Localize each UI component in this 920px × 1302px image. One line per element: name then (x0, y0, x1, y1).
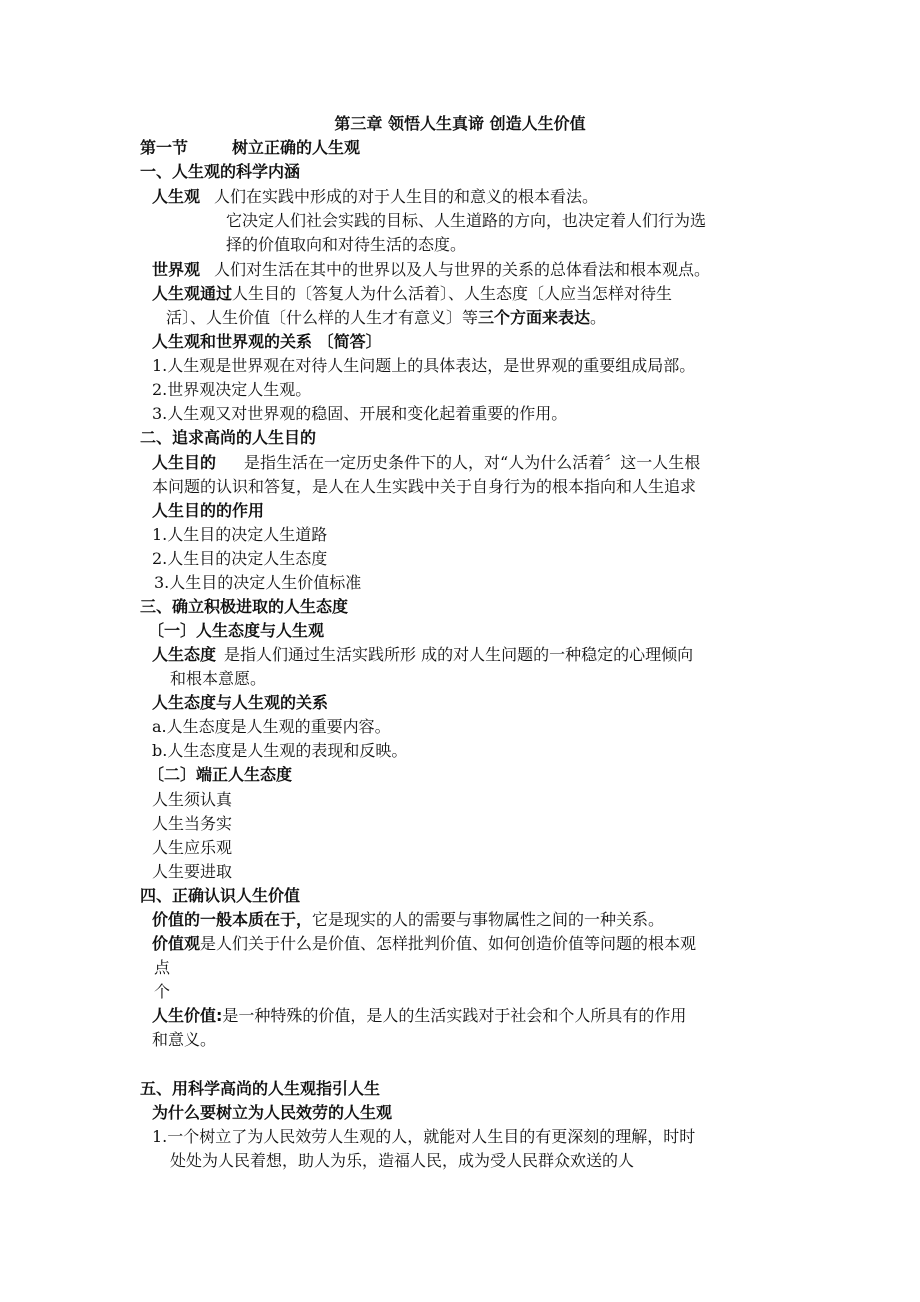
value-view (152, 932, 696, 956)
value-view-cont: 点 (154, 958, 171, 977)
purpose-def2: 本问题的认识和答复，是人在人生实践中关于自身行为的根本指向和人生追求 (152, 477, 697, 496)
expr-line2 (166, 306, 606, 330)
part4-heading: 四、正确认识人生价值 (140, 886, 301, 905)
life-value-cont: 和意义。 (152, 1030, 217, 1049)
why-heading: 为什么要树立为人民效劳的人生观 (152, 1103, 393, 1122)
life-value (152, 1004, 686, 1028)
attitude-def2: 和根本意愿。 (170, 669, 267, 688)
stray-char: 个 (154, 982, 171, 1001)
sjg-term: 世界观 (152, 260, 201, 279)
purpose-role-2: 2.人生目的决定人生态度 (152, 549, 328, 568)
attitude-rel-b: b.人生态度是人生观的表现和反映。 (152, 741, 408, 760)
attitude-item-2: 人生当务实 (152, 814, 233, 833)
attitude-rel-a: a.人生态度是人生观的重要内容。 (152, 717, 391, 736)
why-item1-line1: 1.一个树立了为人民效劳人生观的人，就能对人生目的有更深刻的理解，时时 (152, 1127, 696, 1146)
sjg-def: 人们对生活在其中的世界以及人与世界的关系的总体看法和根本观点。 (214, 260, 711, 279)
part2-heading: 二、追求高尚的人生目的 (140, 428, 317, 447)
rel-item-2: 2.世界观决定人生观。 (152, 380, 312, 399)
section-title: 树立正确的人生观 (232, 138, 361, 157)
purpose-def1: 是指生活在一定历史条件下的人，对“人为什么活着〞这一人生根 (244, 453, 701, 472)
part3-sub2: 〔二〕端正人生态度 (148, 765, 293, 784)
attitude-item-4: 人生要进取 (152, 862, 233, 881)
purpose-line1 (152, 451, 700, 475)
attitude-term: 人生态度 (152, 645, 217, 664)
part5-heading: 五、用科学高尚的人生观指引人生 (140, 1079, 381, 1098)
life-value-rest: 是一种特殊的价值，是人的生活实践对于社会和个人所具有的作用 (222, 1006, 687, 1025)
expr-bold1: 人生观通过 (152, 284, 233, 303)
rel-item-3: 3.人生观又对世界观的稳固、开展和变化起着重要的作用。 (152, 404, 568, 423)
purpose-term: 人生目的 (152, 453, 217, 472)
attitude-item-3: 人生应乐观 (152, 838, 233, 857)
expr-line1 (152, 282, 672, 306)
expr-plain2: 活〕、人生价值〔什么样的人生才有意义〕等 (166, 308, 479, 327)
purpose-role-3: 3.人生目的决定人生价值标准 (154, 573, 362, 592)
chapter-title: 第三章 领悟人生真谛 创造人生价值 (334, 114, 586, 133)
part3-sub1: 〔一〕人生态度与人生观 (148, 621, 325, 640)
rsg-term: 人生观 (152, 187, 201, 206)
expr-end: 。 (590, 308, 607, 327)
attitude-rel-heading: 人生态度与人生观的关系 (152, 693, 329, 712)
purpose-role-1: 1.人生目的决定人生道路 (152, 525, 328, 544)
expr-rest1: 人生目的〔答复人为什么活着〕、人生态度〔人应当怎样对待生 (232, 284, 673, 303)
value-view-rest: 是人们关于什么是价值、怎样批判价值、如何创造价值等问题的根本观 (200, 934, 697, 953)
part3-heading: 三、确立积极进取的人生态度 (140, 597, 349, 616)
attitude-line1 (152, 643, 693, 667)
rsg-def1: 人们在实践中形成的对于人生目的和意义的根本看法。 (214, 187, 599, 206)
value-essence-rest: 它是现实的人的需要与事物属性之间的一种关系。 (312, 910, 665, 929)
value-essence-bold: 价值的一般本质在于， (152, 910, 313, 929)
attitude-def1: 是指人们通过生活实践所形 成的对人生问题的一种稳定的心理倾向 (224, 645, 694, 664)
rsg-line1 (152, 185, 598, 209)
rsg-def3: 择的价值取向和对待生活的态度。 (226, 235, 467, 254)
rsg-def2: 它决定人们社会实践的目标、人生道路的方向，也决定着人们行为选 (226, 211, 707, 230)
section-number: 第一节 (140, 138, 189, 157)
why-item1-line2: 处处为人民着想，助人为乐，造福人民，成为受人民群众欢送的人 (170, 1151, 635, 1170)
value-essence (152, 908, 664, 932)
attitude-item-1: 人生须认真 (152, 790, 233, 809)
life-value-bold: 人生价值: (152, 1006, 223, 1025)
rel-heading: 人生观和世界观的关系 〔简答〕 (152, 332, 382, 351)
sjg-line (152, 258, 710, 282)
part1-heading: 一、人生观的科学内涵 (140, 162, 301, 181)
value-view-bold: 价值观 (152, 934, 201, 953)
purpose-role-heading: 人生目的的作用 (152, 501, 265, 520)
rel-item-1: 1.人生观是世界观在对待人生问题上的具体表达，是世界观的重要组成局部。 (152, 356, 696, 375)
expr-bold2: 三个方面来表达 (478, 308, 591, 327)
